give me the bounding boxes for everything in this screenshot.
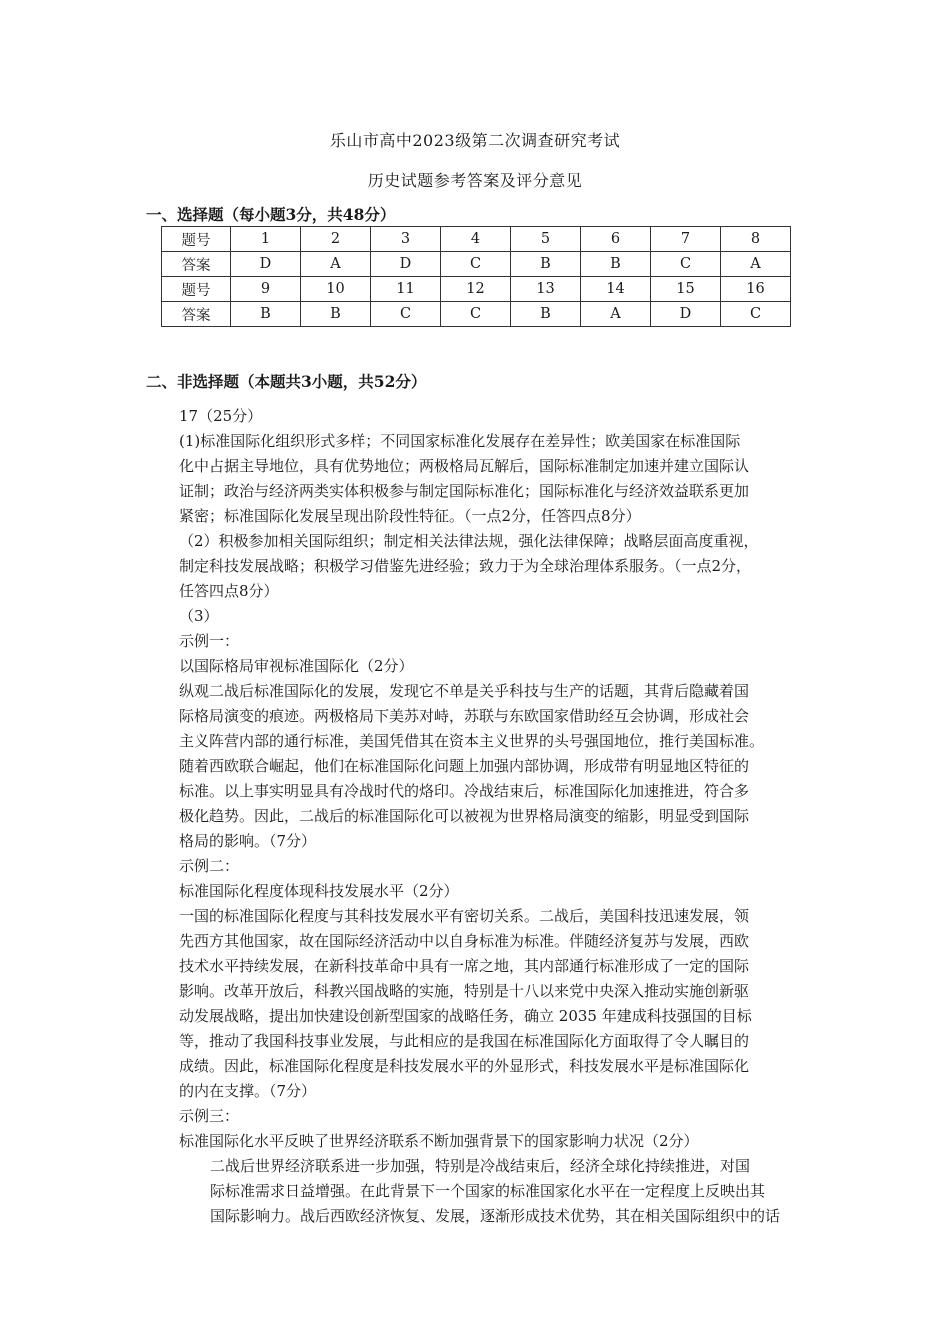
text-line: 证制；政治与经济两类实体积极参与制定国际标准化；国际标准化与经济效益联系更加 — [179, 482, 750, 500]
exam-title: 乐山市高中2023级第二次调查研究考试 — [329, 131, 621, 150]
text-line: 17（25分） — [179, 407, 263, 425]
text-line: 示例一： — [179, 632, 240, 650]
row-label: 答案 — [162, 252, 231, 277]
text-line: 示例三： — [179, 1107, 240, 1125]
table-cell: D — [231, 252, 301, 277]
table-cell: 14 — [581, 277, 651, 302]
table-cell: D — [371, 252, 441, 277]
text-line: 际标准需求日益增强。在此背景下一个国家的标准国家化水平在一定程度上反映出其 — [210, 1182, 766, 1200]
table-cell: A — [581, 302, 651, 327]
table-cell: 3 — [371, 227, 441, 252]
table-cell: 7 — [651, 227, 721, 252]
text-line: 成绩。因此，标准国际化程度是科技发展水平的外显形式，科技发展水平是标准国际化 — [179, 1057, 750, 1075]
table-cell: 12 — [441, 277, 511, 302]
table-cell: B — [231, 302, 301, 327]
text-line: 标准。以上事实明显具有冷战时代的烙印。冷战结束后，标准国际化加速推进，符合多 — [179, 782, 750, 800]
table-cell: C — [651, 252, 721, 277]
table-cell: C — [721, 302, 791, 327]
table-cell: B — [301, 302, 371, 327]
table-row — [162, 252, 791, 277]
text-line: 的内在支撑。（7分） — [179, 1082, 317, 1100]
text-line: 极化趋势。因此，二战后的标准国际化可以被视为世界格局演变的缩影，明显受到国际 — [179, 807, 750, 825]
text-line: 随着西欧联合崛起，他们在标准国际化问题上加强内部协调，形成带有明显地区特征的 — [179, 757, 750, 775]
section-heading-choice: 一、选择题（每小题3分，共48分） — [146, 205, 396, 224]
text-line: 动发展战略，提出加快建设创新型国家的战略任务，确立 2035 年建成科技强国的目标 — [179, 1007, 752, 1025]
text-line: 示例二： — [179, 857, 240, 875]
table-cell: 8 — [721, 227, 791, 252]
text-line: 制定科技发展战略；积极学习借鉴先进经验；致力于为全球治理体系服务。（一点2分， — [179, 557, 752, 575]
row-label: 题号 — [162, 277, 231, 302]
table-cell: 2 — [301, 227, 371, 252]
row-label: 答案 — [162, 302, 231, 327]
table-cell: B — [511, 302, 581, 327]
section-heading-nonchoice: 二、非选择题（本题共3小题，共52分） — [146, 372, 427, 391]
table-cell: D — [651, 302, 721, 327]
table-row — [162, 277, 791, 302]
text-line: 任答四点8分） — [179, 582, 279, 600]
text-line: 一国的标准国际化程度与其科技发展水平有密切关系。二战后，美国科技迅速发展，领 — [179, 907, 750, 925]
table-row — [162, 302, 791, 327]
text-line: 标准国际化程度体现科技发展水平（2分） — [179, 882, 459, 900]
answer-body-text — [179, 404, 811, 1229]
text-line: 以国际格局审视标准国际化（2分） — [179, 657, 414, 675]
text-line: 等，推动了我国科技事业发展，与此相应的是我国在标准国际化方面取得了令人瞩目的 — [179, 1032, 750, 1050]
table-cell: C — [441, 252, 511, 277]
text-line: 二战后世界经济联系进一步加强，特别是冷战结束后，经济全球化持续推进，对国 — [210, 1157, 751, 1175]
table-cell: 4 — [441, 227, 511, 252]
table-cell: C — [371, 302, 441, 327]
table-cell: B — [581, 252, 651, 277]
text-line: 先西方其他国家，故在国际经济活动中以自身标准为标准。伴随经济复苏与发展，西欧 — [179, 932, 750, 950]
exam-subtitle: 历史试题参考答案及评分意见 — [367, 171, 583, 190]
answer-table — [161, 226, 791, 327]
table-cell: 15 — [651, 277, 721, 302]
table-cell: 5 — [511, 227, 581, 252]
table-cell: 10 — [301, 277, 371, 302]
table-row — [162, 227, 791, 252]
table-cell: 13 — [511, 277, 581, 302]
table-cell: 16 — [721, 277, 791, 302]
table-cell: A — [721, 252, 791, 277]
text-line: 际格局演变的痕迹。两极格局下美苏对峙，苏联与东欧国家借助经互会协调，形成社会 — [179, 707, 750, 725]
table-cell: C — [441, 302, 511, 327]
text-line: 主义阵营内部的通行标准，美国凭借其在资本主义世界的头号强国地位，推行美国标准。 — [179, 732, 765, 750]
text-line: 影响。改革开放后，科教兴国战略的实施，特别是十八以来党中央深入推动实施创新驱 — [179, 982, 750, 1000]
table-cell: 1 — [231, 227, 301, 252]
row-label: 题号 — [162, 227, 231, 252]
text-line: 纵观二战后标准国际化的发展，发现它不单是关乎科技与生产的话题，其背后隐藏着国 — [179, 682, 750, 700]
text-line: 化中占据主导地位，具有优势地位；两极格局瓦解后，国际标准制定加速并建立国际认 — [179, 457, 750, 475]
table-cell: A — [301, 252, 371, 277]
table-cell: 6 — [581, 227, 651, 252]
text-line: 国际影响力。战后西欧经济恢复、发展，逐渐形成技术优势，其在相关国际组织中的话 — [210, 1207, 781, 1225]
text-line: （2）积极参加相关国际组织；制定相关法律法规，强化法律保障；战略层面高度重视， — [179, 532, 759, 550]
text-line: 格局的影响。（7分） — [179, 832, 317, 850]
text-line: 标准国际化水平反映了世界经济联系不断加强背景下的国家影响力状况（2分） — [179, 1132, 699, 1150]
text-line: 紧密；标准国际化发展呈现出阶段性特征。（一点2分，任答四点8分） — [179, 507, 641, 525]
table-cell: B — [511, 252, 581, 277]
table-cell: 11 — [371, 277, 441, 302]
text-line: (1)标准国际化组织形式多样；不同国家标准化发展存在差异性；欧美国家在标准国际 — [179, 432, 741, 450]
table-cell: 9 — [231, 277, 301, 302]
text-line: 技术水平持续发展，在新科技革命中具有一席之地，其内部通行标准形成了一定的国际 — [179, 957, 750, 975]
text-line: （3） — [179, 607, 219, 625]
